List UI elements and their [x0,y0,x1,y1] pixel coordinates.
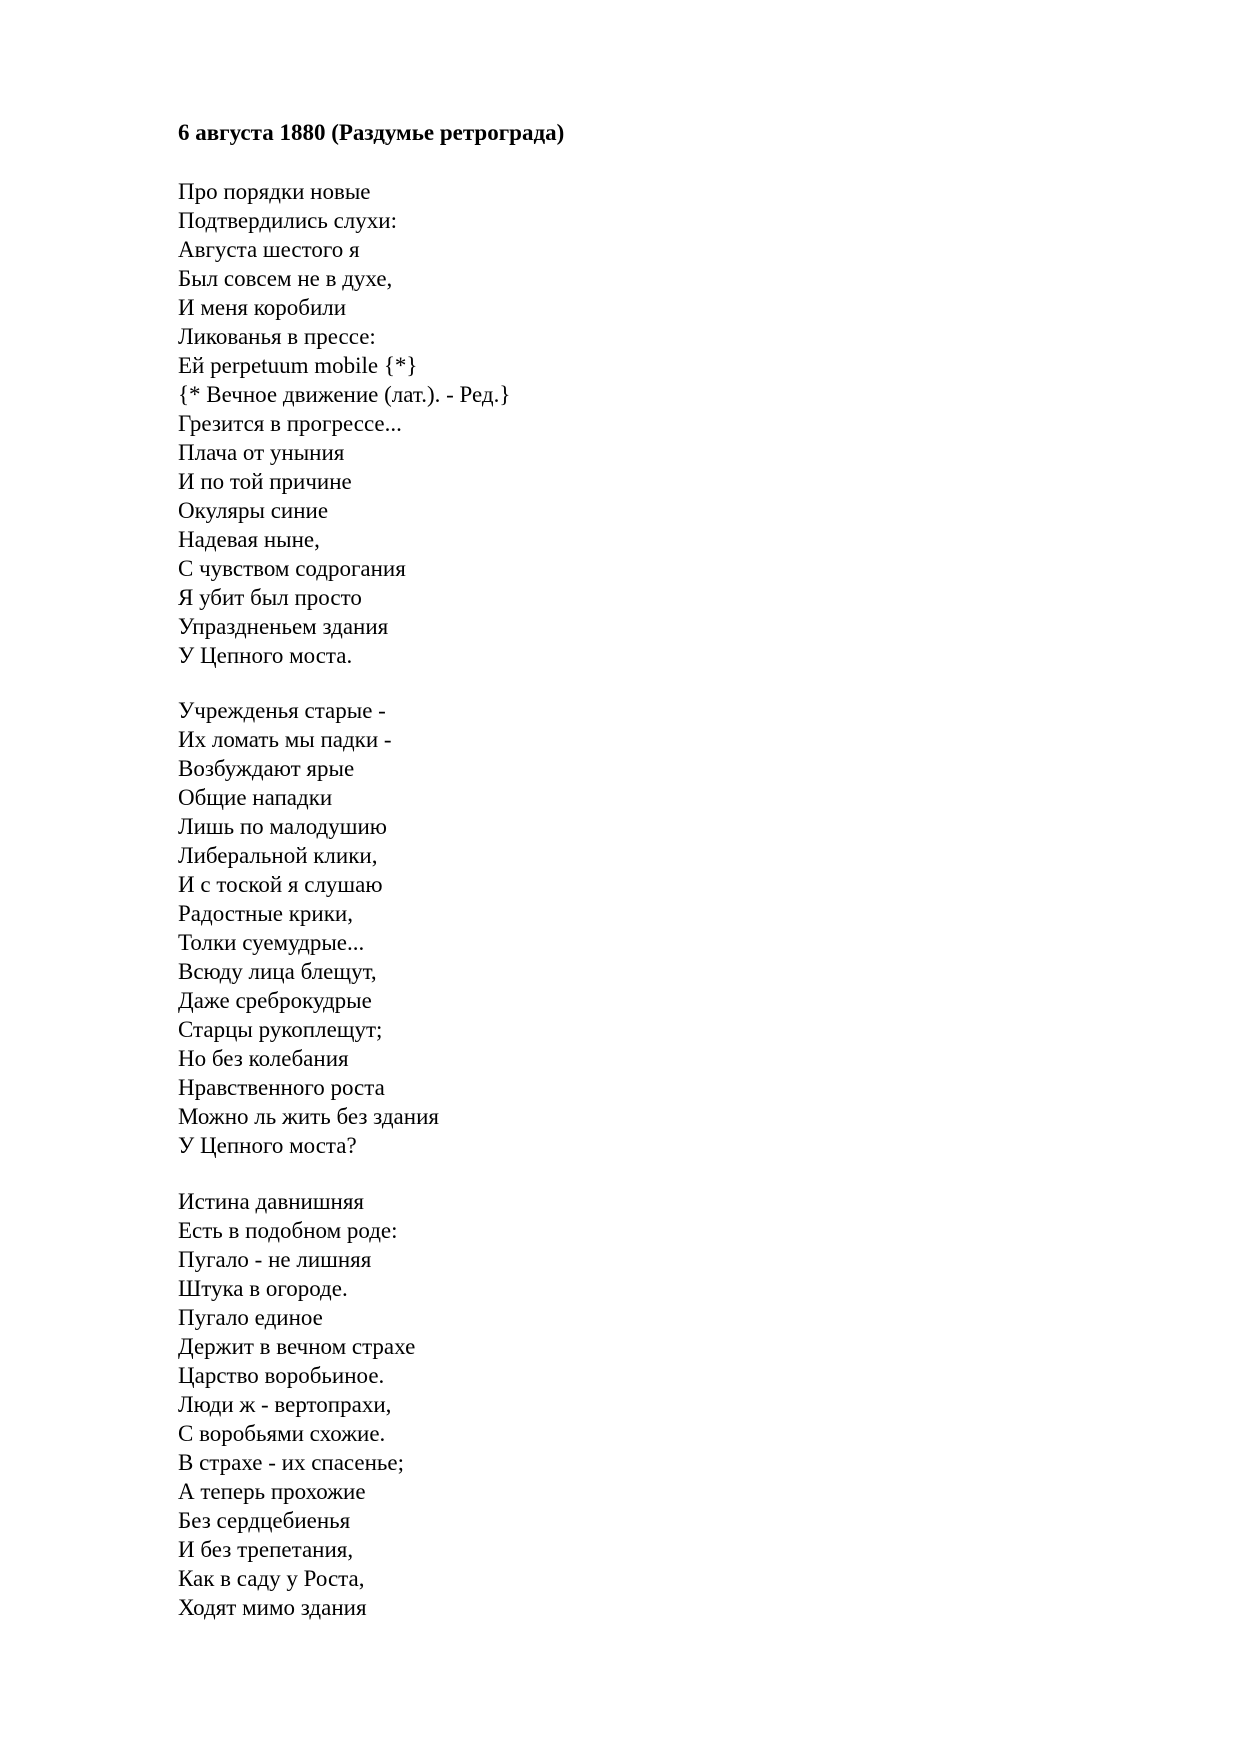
poem-line: И без трепетания, [178,1537,354,1562]
poem-line: Лишь по малодушию [178,814,387,839]
poem-line: В страхе - их спасенье; [178,1450,405,1475]
poem-line: Даже среброкудрые [178,988,372,1013]
poem-line: Как в саду у Роста, [178,1566,365,1591]
poem-line: У Цепного моста? [178,1133,357,1158]
poem-line: Всюду лица блещут, [178,959,377,984]
poem-line: Упраздненьем здания [178,614,389,639]
poem-line: Старцы рукоплещут; [178,1017,383,1042]
poem-line: Надевая ныне, [178,527,320,552]
poem-line: Без сердцебиенья [178,1508,351,1533]
poem-line: Ликованья в прессе: [178,324,376,349]
stanza-1 [178,177,510,670]
poem-line: Можно ль жить без здания [178,1104,439,1129]
poem-line: Царство воробьиное. [178,1363,385,1388]
poem-line: Толки суемудрые... [178,930,365,955]
poem-line: Общие нападки [178,785,333,810]
poem-line: И с тоской я слушаю [178,872,383,897]
poem-line: И по той причине [178,469,352,494]
poem-line: Их ломать мы падки - [178,727,392,752]
poem-line: Плача от уныния [178,440,345,465]
poem-line: Штука в огороде. [178,1276,348,1301]
poem-line: Подтвердились слухи: [178,208,397,233]
poem-line: С чувством содрогания [178,556,406,581]
poem-line: Ей perpetuum mobile {*} [178,353,418,378]
poem-line: Окуляры синие [178,498,329,523]
poem-line: Я убит был просто [178,585,362,610]
poem-line: {* Вечное движение (лат.). - Ред.} [178,382,511,407]
poem-line: Про порядки новые [178,179,371,204]
poem-line: Либеральной клики, [178,843,378,868]
stanza-3 [178,1187,415,1622]
poem-line: Есть в подобном роде: [178,1218,398,1243]
poem-line: Учрежденья старые - [178,698,386,723]
poem-line: Истина давнишняя [178,1189,365,1214]
stanza-2 [178,696,439,1160]
poem-line: Пугало - не лишняя [178,1247,372,1272]
poem-line: У Цепного моста. [178,643,353,668]
poem-line: Пугало единое [178,1305,323,1330]
poem-line: Был совсем не в духе, [178,266,393,291]
poem-line: Нравственного роста [178,1075,385,1100]
poem-line: Грезится в прогрессе... [178,411,402,436]
poem-line: Ходят мимо здания [178,1595,367,1620]
poem-line: Возбуждают ярые [178,756,355,781]
poem-line: С воробьями схожие. [178,1421,386,1446]
poem-line: Но без колебания [178,1046,349,1071]
poem-line: Радостные крики, [178,901,353,926]
poem-title: 6 августа 1880 (Раздумье ретрограда) [178,120,565,145]
poem-line: Августа шестого я [178,237,360,262]
poem-line: Люди ж - вертопрахи, [178,1392,392,1417]
poem-line: И меня коробили [178,295,347,320]
poem-line: Держит в вечном страхе [178,1334,416,1359]
poem-line: А теперь прохожие [178,1479,366,1504]
